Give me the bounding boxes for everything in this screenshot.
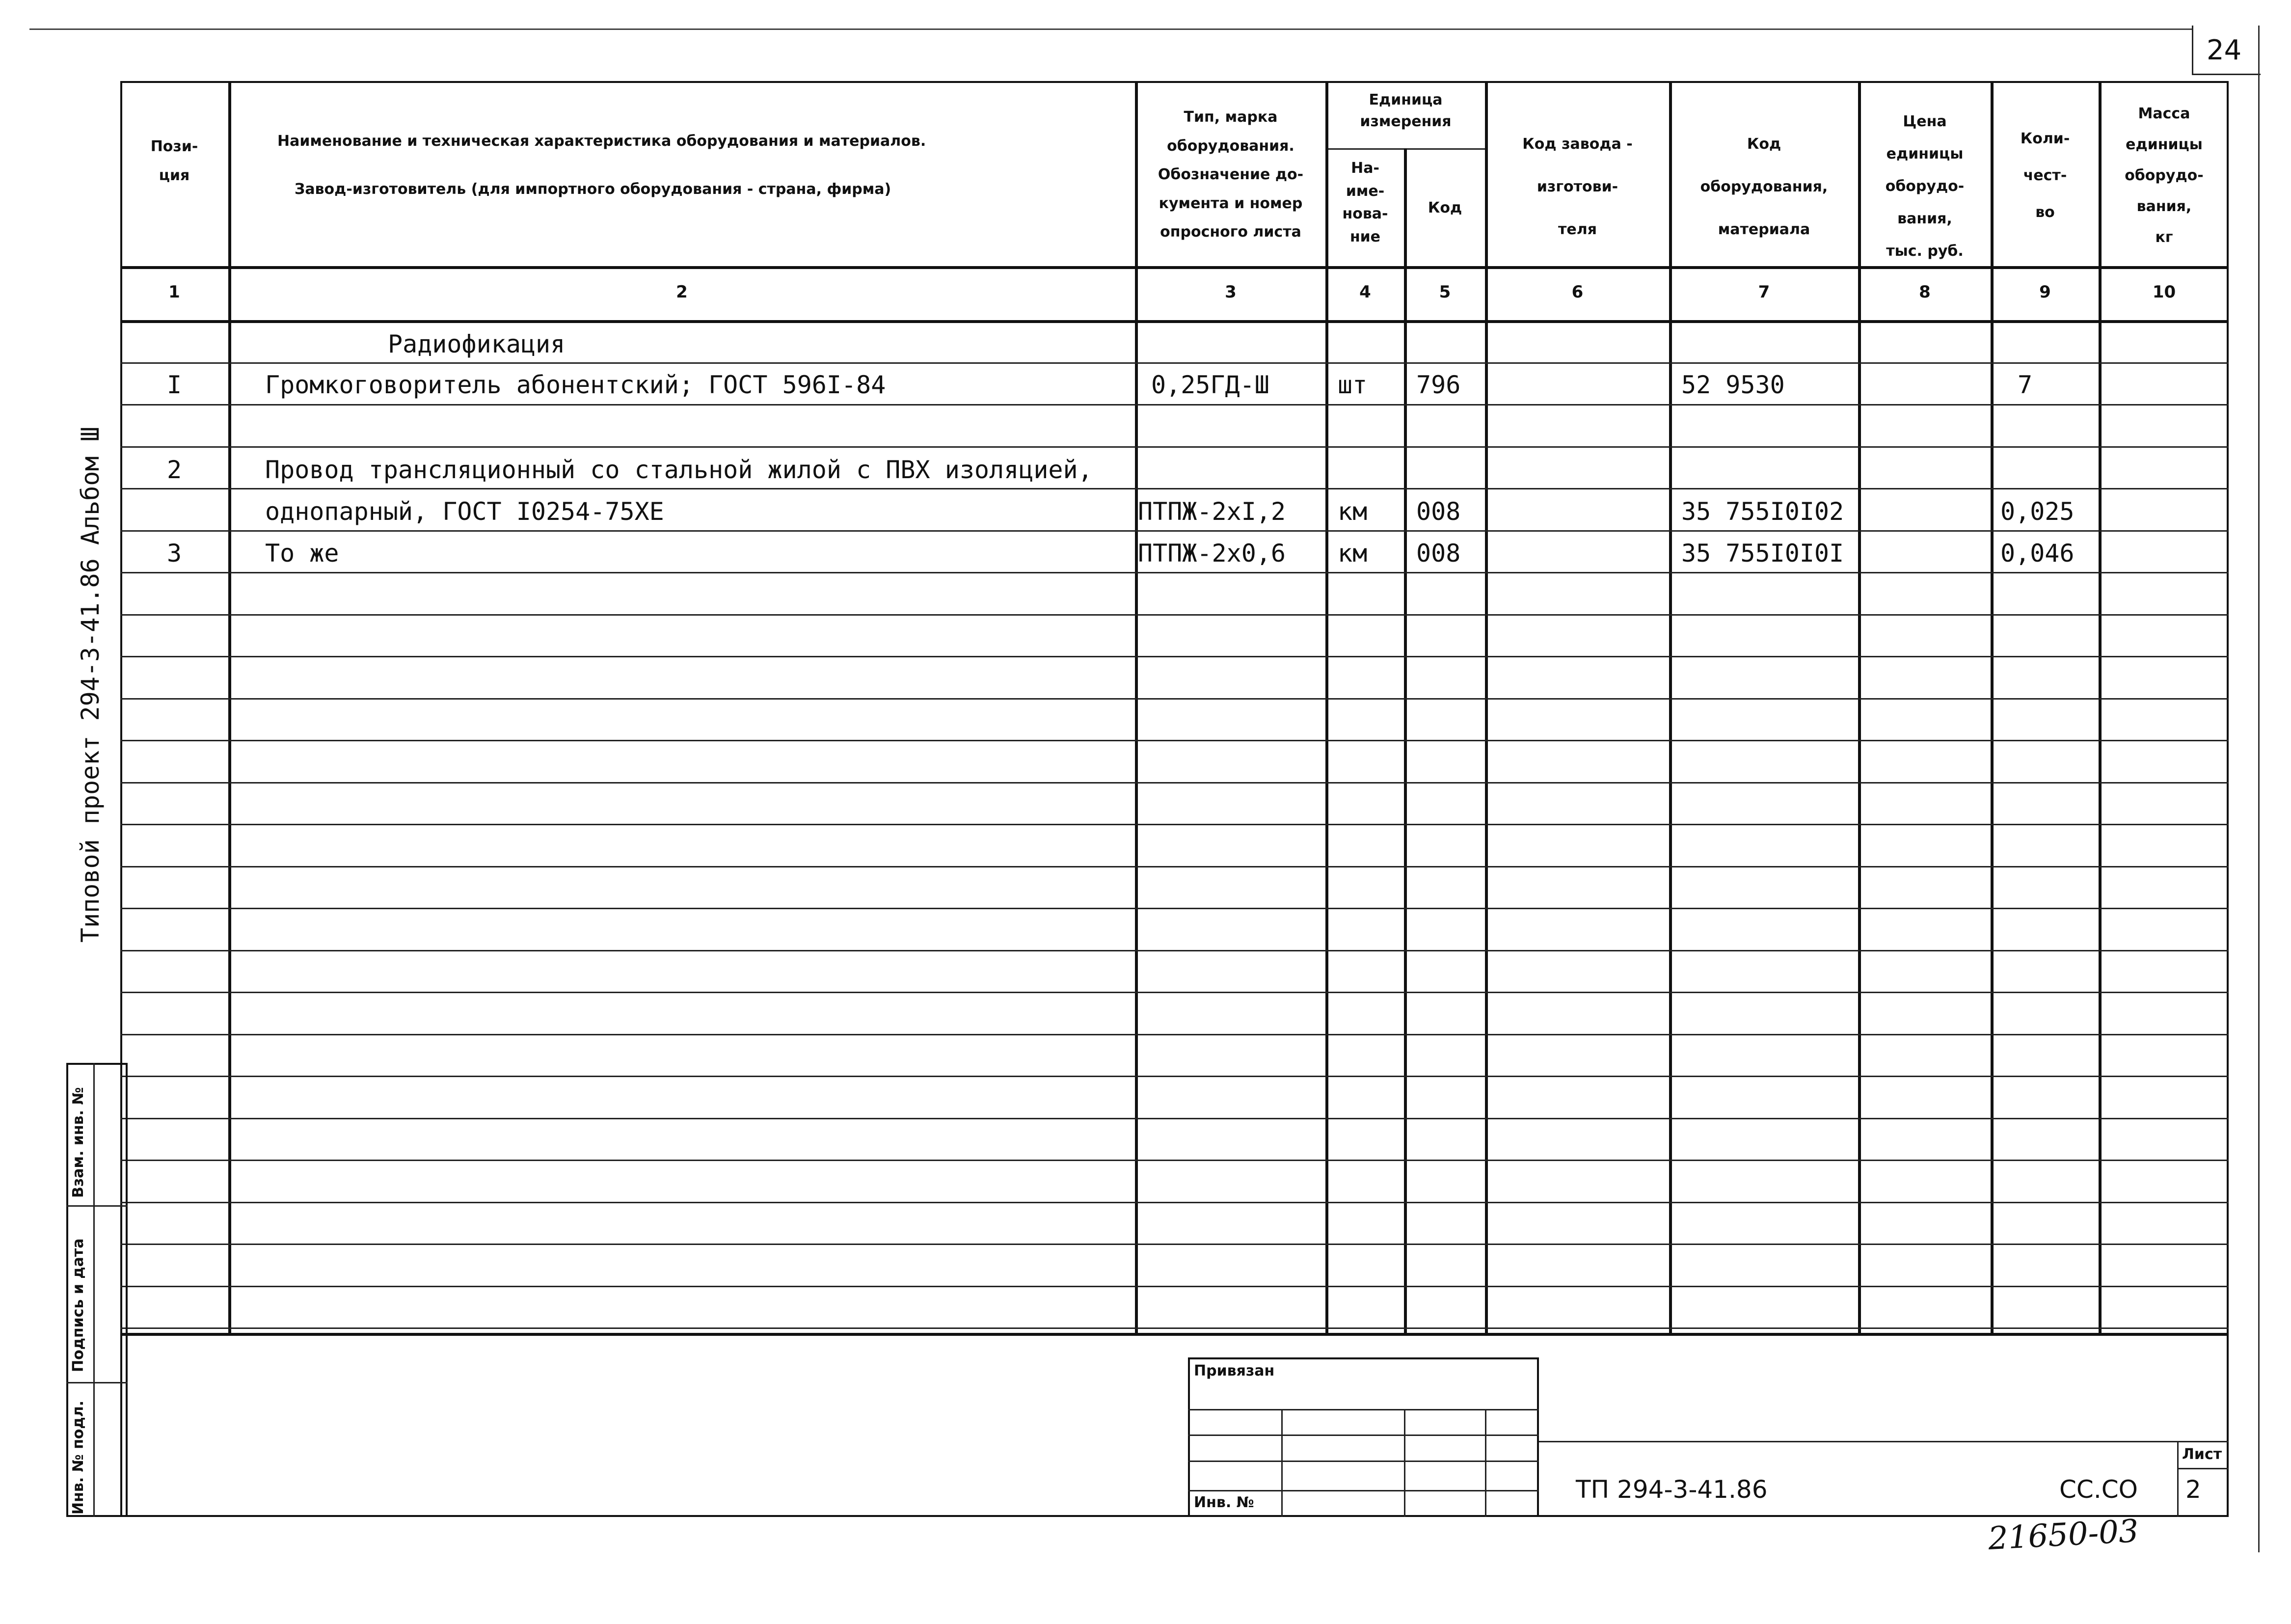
side-stamp-inv: Инв. № подл.: [70, 1400, 87, 1515]
page-number: 24: [2207, 34, 2242, 66]
header-quantity: Коли- чест- во: [2020, 130, 2070, 221]
header-position: Пози- ция: [150, 138, 198, 184]
row-2-type: ПТПЖ-2хI,2: [1138, 497, 1286, 526]
side-stamp-divider: [93, 1063, 95, 1517]
sheet-divider: [2177, 1441, 2179, 1517]
header-unit-code: Код: [1428, 199, 1462, 217]
row-3-code: 008: [1416, 539, 1461, 568]
col-line-5: [1485, 81, 1488, 1333]
bound-label: Привязан: [1194, 1362, 1275, 1380]
header-name-line1: Наименование и техническая характеристика оборудования и материалов.: [277, 133, 926, 150]
bound-stamp-v3: [1485, 1409, 1486, 1517]
table-row-line: [120, 362, 2229, 364]
row-1-code: 796: [1416, 371, 1461, 399]
table-row-line: [120, 1202, 2229, 1203]
col-line-2: [1135, 81, 1138, 1333]
project-label: Типовой проект 294-3-41.86: [76, 558, 105, 943]
col-line-9: [2099, 81, 2102, 1333]
side-stamp-line-2: [66, 1382, 128, 1383]
row-2-name-line2: однопарный, ГОСТ I0254-75ХЕ: [265, 497, 664, 526]
top-rule: [29, 28, 2192, 30]
row-1-type: 0,25ГД-Ш: [1151, 371, 1269, 399]
table-row-line: [120, 908, 2229, 909]
page-number-divider: [2192, 26, 2193, 75]
header-type: Тип, марка оборудования. Обозначение до- кумента и номер опросного листа: [1158, 108, 1304, 241]
table-row-line: [120, 950, 2229, 951]
table-row-line: [120, 614, 2229, 616]
row-2-name-line1: Провод трансляционный со стальной жилой с ПВХ изоляцией,: [265, 456, 1093, 484]
bound-stamp-v1: [1281, 1409, 1283, 1517]
table-row-line: [120, 1118, 2229, 1119]
document-code: ТП 294-3-41.86: [1576, 1475, 1768, 1504]
sheet-label: Лист: [2182, 1446, 2222, 1463]
table-row-line: [120, 1076, 2229, 1077]
header-price: Цена единицы оборудо- вания, тыс. руб.: [1885, 113, 1965, 260]
colnum-4: 4: [1359, 282, 1371, 302]
table-row-line: [120, 992, 2229, 993]
col-line-6: [1669, 81, 1672, 1333]
row-1-name: Громкоговоритель абонентский; ГОСТ 596I-84: [265, 371, 886, 399]
table-row-line: [120, 1244, 2229, 1245]
bound-stamp-v2: [1404, 1409, 1405, 1517]
row-3-equipment-code: 35 755I0I0I: [1681, 539, 1844, 568]
colnum-3: 3: [1225, 282, 1237, 302]
inv-label: Инв. №: [1194, 1494, 1254, 1511]
handwritten-number: 21650-03: [1987, 1513, 2140, 1557]
right-edge-rule: [2258, 26, 2260, 1552]
col-line-7: [1858, 81, 1861, 1333]
row-2-quantity: 0,025: [2000, 497, 2075, 526]
table-row-line: [120, 446, 2229, 448]
header-unit-name: На- име- нова- ние: [1342, 160, 1388, 245]
row-1-equipment-code: 52 9530: [1681, 371, 1785, 399]
table-row-line: [120, 1160, 2229, 1161]
row-2-code: 008: [1416, 497, 1461, 526]
row-2-unit: км: [1338, 497, 1368, 526]
side-stamp-replace: Взам. инв. №: [70, 1087, 87, 1198]
table-row-line: [120, 404, 2229, 406]
page-number-underline: [2192, 74, 2261, 75]
row-1-position: I: [167, 371, 182, 399]
header-mass: Масса единицы оборудо- вания, кг: [2125, 105, 2204, 246]
row-2-position: 2: [167, 456, 182, 484]
header-equipment-code: Код оборудования, материала: [1700, 135, 1828, 238]
row-3-type: ПТПЖ-2х0,6: [1138, 539, 1286, 568]
row-3-quantity: 0,046: [2000, 539, 2075, 568]
side-stamp-line-1: [66, 1205, 128, 1207]
colnum-7: 7: [1758, 282, 1770, 302]
header-plant-code: Код завода - изготови- теля: [1522, 135, 1633, 238]
col-line-1: [228, 81, 231, 1333]
sheet-label-line: [2177, 1468, 2229, 1469]
table-row-line: [120, 530, 2229, 532]
table-row-line: [120, 866, 2229, 867]
sheet-number: 2: [2185, 1475, 2201, 1504]
colnum-10: 10: [2152, 282, 2176, 302]
table-row-line: [120, 1034, 2229, 1035]
document-mark: СС.СО: [2059, 1475, 2138, 1504]
side-stamp-signature: Подпись и дата: [70, 1238, 87, 1372]
table-row-line: [120, 740, 2229, 741]
row-3-name: То же: [265, 539, 339, 568]
col-line-3: [1325, 81, 1328, 1333]
row-3-position: 3: [167, 539, 182, 568]
table-row-line: [120, 782, 2229, 784]
row-1-quantity: 7: [2018, 371, 2033, 399]
title-block-top: [1539, 1441, 2229, 1442]
colnum-1: 1: [168, 282, 180, 302]
table-row-line: [120, 572, 2229, 573]
colnum-6: 6: [1571, 282, 1584, 302]
body-bottom-line: [120, 1333, 2229, 1336]
header-name-line2: Завод-изготовитель (для импортного оборудования - страна, фирма): [295, 181, 891, 198]
table-row-line: [120, 488, 2229, 489]
table-row-line: [120, 1286, 2229, 1287]
col-line-8: [1991, 81, 1994, 1333]
table-row-line: [120, 656, 2229, 657]
section-title: Радиофикация: [388, 330, 566, 358]
colnum-2: 2: [676, 282, 688, 302]
table-row-line: [120, 698, 2229, 700]
column-numbers-bottom-line: [120, 320, 2229, 323]
table-row-line: [120, 824, 2229, 825]
colnum-8: 8: [1919, 282, 1931, 302]
row-3-unit: км: [1338, 539, 1368, 568]
row-2-equipment-code: 35 755I0I02: [1681, 497, 1844, 526]
album-label: Альбом Ш: [76, 427, 105, 545]
table-row-line: [120, 1327, 2229, 1329]
header-unit-group: Единица измерения: [1360, 91, 1452, 130]
colnum-5: 5: [1439, 282, 1451, 302]
colnum-9: 9: [2039, 282, 2051, 302]
row-1-unit: шт: [1338, 371, 1368, 399]
